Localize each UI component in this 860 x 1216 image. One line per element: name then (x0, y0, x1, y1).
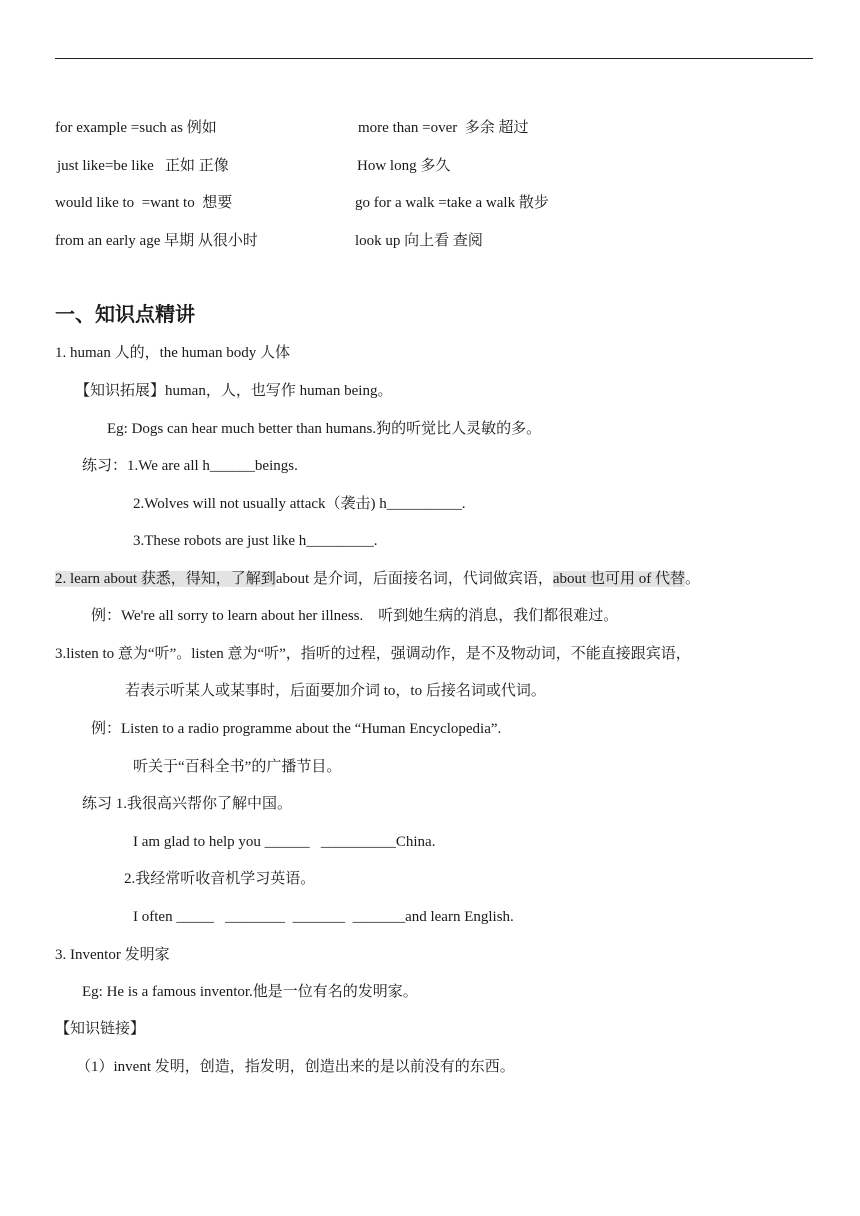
knowledge-extension: 【知识拓展】human，人，也写作 human being。 (75, 383, 393, 399)
exercise-line: 练习 1.我很高兴帮你了解中国。 (82, 796, 293, 812)
phrase-right: How long 多久 (357, 158, 451, 174)
exercise-line: 2.我经常听收音机学习英语。 (124, 871, 316, 887)
exercise-line: 练习：1.We are all h______beings. (82, 458, 298, 474)
example-translation: 听关于“百科全书”的广播节目。 (133, 759, 342, 775)
exercise-line: 2.Wolves will not usually attack（袭击) h__________. (133, 496, 466, 512)
highlight-text: 2. learn about 获悉，得知，了解到 (55, 571, 276, 587)
item-title (55, 569, 700, 589)
item-title: 3.listen to 意为“听”。listen 意为“听”，指听的过程，强调动作，是不及物动词，不能直接跟宾语， (55, 646, 691, 662)
item-title: 3. Inventor 发明家 (55, 947, 170, 963)
phrase-right: look up 向上看 查阅 (355, 233, 483, 249)
highlight-text: about 也可用 of 代替 (552, 571, 685, 587)
example-sentence: Eg: Dogs can hear much better than humans.狗的听觉比人灵敏的多。 (107, 421, 542, 437)
exercise-line: I often _____ ________ _______ _______and learn English. (133, 909, 514, 925)
example-sentence: 例：Listen to a radio programme about the “Human Encyclopedia”. (91, 721, 502, 737)
exercise-line: I am glad to help you ______ __________China. (133, 834, 436, 850)
knowledge-link: 【知识链接】 (55, 1021, 146, 1037)
header-rule (55, 58, 813, 59)
item-text: 若表示听某人或某事时，后面要加介词 to，to 后接名词或代词。 (125, 683, 546, 699)
phrase-left: would like to =want to 想要 (55, 195, 233, 211)
phrase-right: go for a walk =take a walk 散步 (355, 195, 549, 211)
phrase-left: for example =such as 例如 (55, 120, 217, 136)
exercise-line: 3.These robots are just like h_________. (133, 533, 378, 549)
example-sentence: Eg: He is a famous inventor.他是一位有名的发明家。 (82, 984, 418, 1000)
phrase-left: just like=be like 正如 正像 (57, 158, 229, 174)
item-text: 。 (684, 571, 700, 587)
section-heading: 一、知识点精讲 (55, 302, 195, 326)
phrase-left: from an early age 早期 从很小时 (55, 233, 258, 249)
item-text: about 是介词，后面接名词，代词做宾语， (275, 571, 553, 587)
item-text: （1）invent 发明，创造，指发明，创造出来的是以前没有的东西。 (76, 1059, 515, 1075)
phrase-right: more than =over 多余 超过 (358, 120, 529, 136)
item-title: 1. human 人的，the human body 人体 (55, 345, 290, 361)
example-sentence: 例：We're all sorry to learn about her illness. 听到她生病的消息，我们都很难过。 (91, 608, 619, 624)
